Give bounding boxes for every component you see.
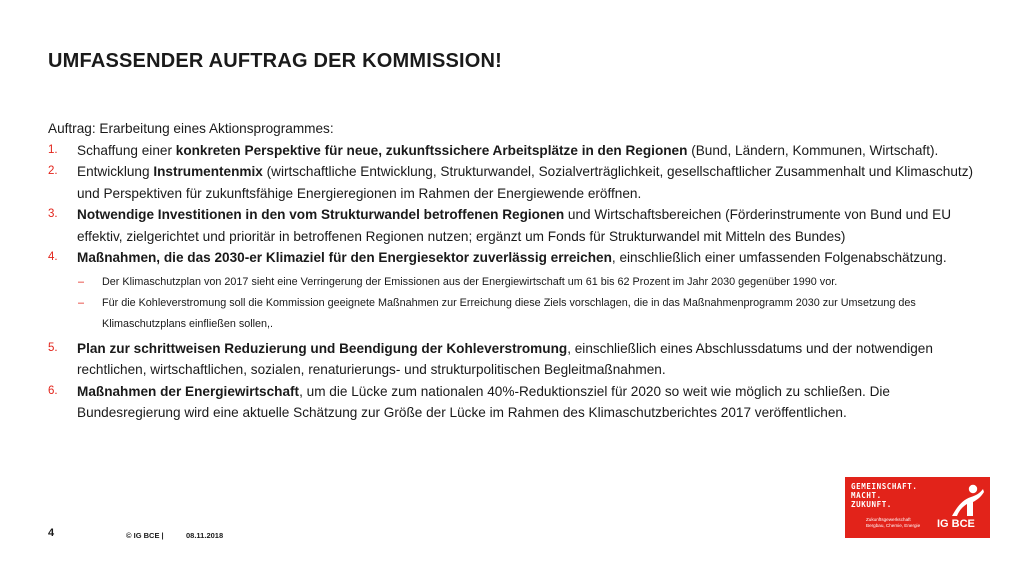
body-text: Entwicklung [77, 164, 154, 179]
footer-copyright: © IG BCE | [126, 531, 164, 540]
slide-content [48, 118, 978, 424]
logo-brand-text: IG BCE [937, 518, 975, 530]
emphasis-text: Maßnahmen der Energiewirtschaft [77, 383, 300, 399]
list-number: 4. [48, 251, 58, 263]
list-number: 6. [48, 384, 58, 397]
dash-bullet: – [78, 296, 85, 309]
sub-list [77, 272, 978, 335]
list-item [48, 204, 978, 247]
sub-item-text: Der Klimaschutzplan von 2017 sieht eine Verringerung der Emissionen aus der Energiewirtschaft um 61 bis 62 Prozent im Jahr 2030 gegenüber 1990 vor. [102, 275, 838, 288]
emphasis-text: Plan zur schrittweisen Reduzierung und Beendigung der Kohleverstromung [77, 340, 568, 356]
body-text: Schaffung einer [77, 142, 176, 158]
body-text: (Bund, Ländern, Kommunen, Wirtschaft). [687, 142, 939, 158]
emphasis-text: Instrumentenmix [153, 164, 263, 179]
list-item [48, 247, 978, 335]
slide-title: UMFASSENDER AUFTRAG DER KOMMISSION! [48, 50, 503, 72]
body-text: , einschließlich eines Abschlussdatums und der notwendigen rechtlichen, wirtschaftlichen, sozialen, renaturierungs- und strukturpolitischen Begleitmaßnahmen. [77, 340, 933, 377]
page-number: 4 [48, 527, 55, 539]
mandate-list [48, 140, 978, 424]
body-text: , einschließlich einer umfassenden Folgenabschätzung. [611, 250, 947, 265]
sub-list-item [77, 293, 978, 335]
list-number: 2. [48, 165, 58, 177]
list-number: 1. [48, 143, 58, 156]
list-item [48, 381, 978, 424]
body-text: und Wirtschaftsbereichen (Förderinstrumente von Bund und EU effektiv, zielgerichtet und prioritär in betroffenen Regionen nutzen; ergänzt um Fonds für Strukturwandel mit Mitteln des Bundes) [77, 207, 952, 244]
list-item [48, 161, 978, 204]
list-number: 3. [48, 208, 58, 220]
list-item [48, 140, 978, 162]
worker-figure-icon [949, 483, 985, 517]
logo-subtitle-line2: Bergbau, Chemie, Energie [866, 523, 921, 528]
list-number: 5. [48, 341, 58, 354]
sub-item-text: Für die Kohleverstromung soll die Kommission geeignete Maßnahmen zur Erreichung diese Ziels vorschlagen, die in das Maßnahmenprogramm 2030 zur Umsetzung des Klimaschutzplans einfließen sollen,. [102, 296, 916, 330]
logo-slogan-line3: ZUKUNFT. [851, 500, 892, 509]
footer-date: 08.11.2018 [186, 531, 224, 540]
dash-bullet: – [78, 275, 85, 288]
list-item [48, 338, 978, 381]
emphasis-text: konkreten Perspektive für neue, zukunftssichere Arbeitsplätze in den Regionen [175, 142, 688, 158]
logo-slogan-line2: MACHT. [851, 491, 882, 500]
sub-list-item [77, 272, 978, 293]
emphasis-text: Maßnahmen, die das 2030-er Klimaziel für den Energiesektor zuverlässig erreichen [77, 250, 612, 265]
body-text: (wirtschaftliche Entwicklung, Strukturwandel, Sozialverträglichkeit, gesellschaftlicher Zusammenhalt und Klimaschutz) und Perspektiven für zukunftsfähige Energieregionen im Rahmen der Energiewende eröffnen. [77, 164, 974, 201]
intro-text: Auftrag: Erarbeitung eines Aktionsprogrammes: [48, 121, 334, 136]
emphasis-text: Notwendige Investitionen in den vom Strukturwandel betroffenen Regionen [77, 207, 565, 222]
ig-bce-logo [845, 477, 990, 538]
logo-slogan-line1: GEMEINSCHAFT. [851, 482, 918, 491]
body-text: , um die Lücke zum nationalen 40%-Reduktionsziel für 2020 so weit wie möglich zu schließen. Die Bundesregierung wird eine aktuelle Schätzung zur Größe der Lücke im Rahmen des Klimaschutzberichtes 2017 veröffentlichen. [77, 383, 890, 420]
logo-subtitle-line1: Zukunftsgewerkschaft [866, 517, 911, 522]
